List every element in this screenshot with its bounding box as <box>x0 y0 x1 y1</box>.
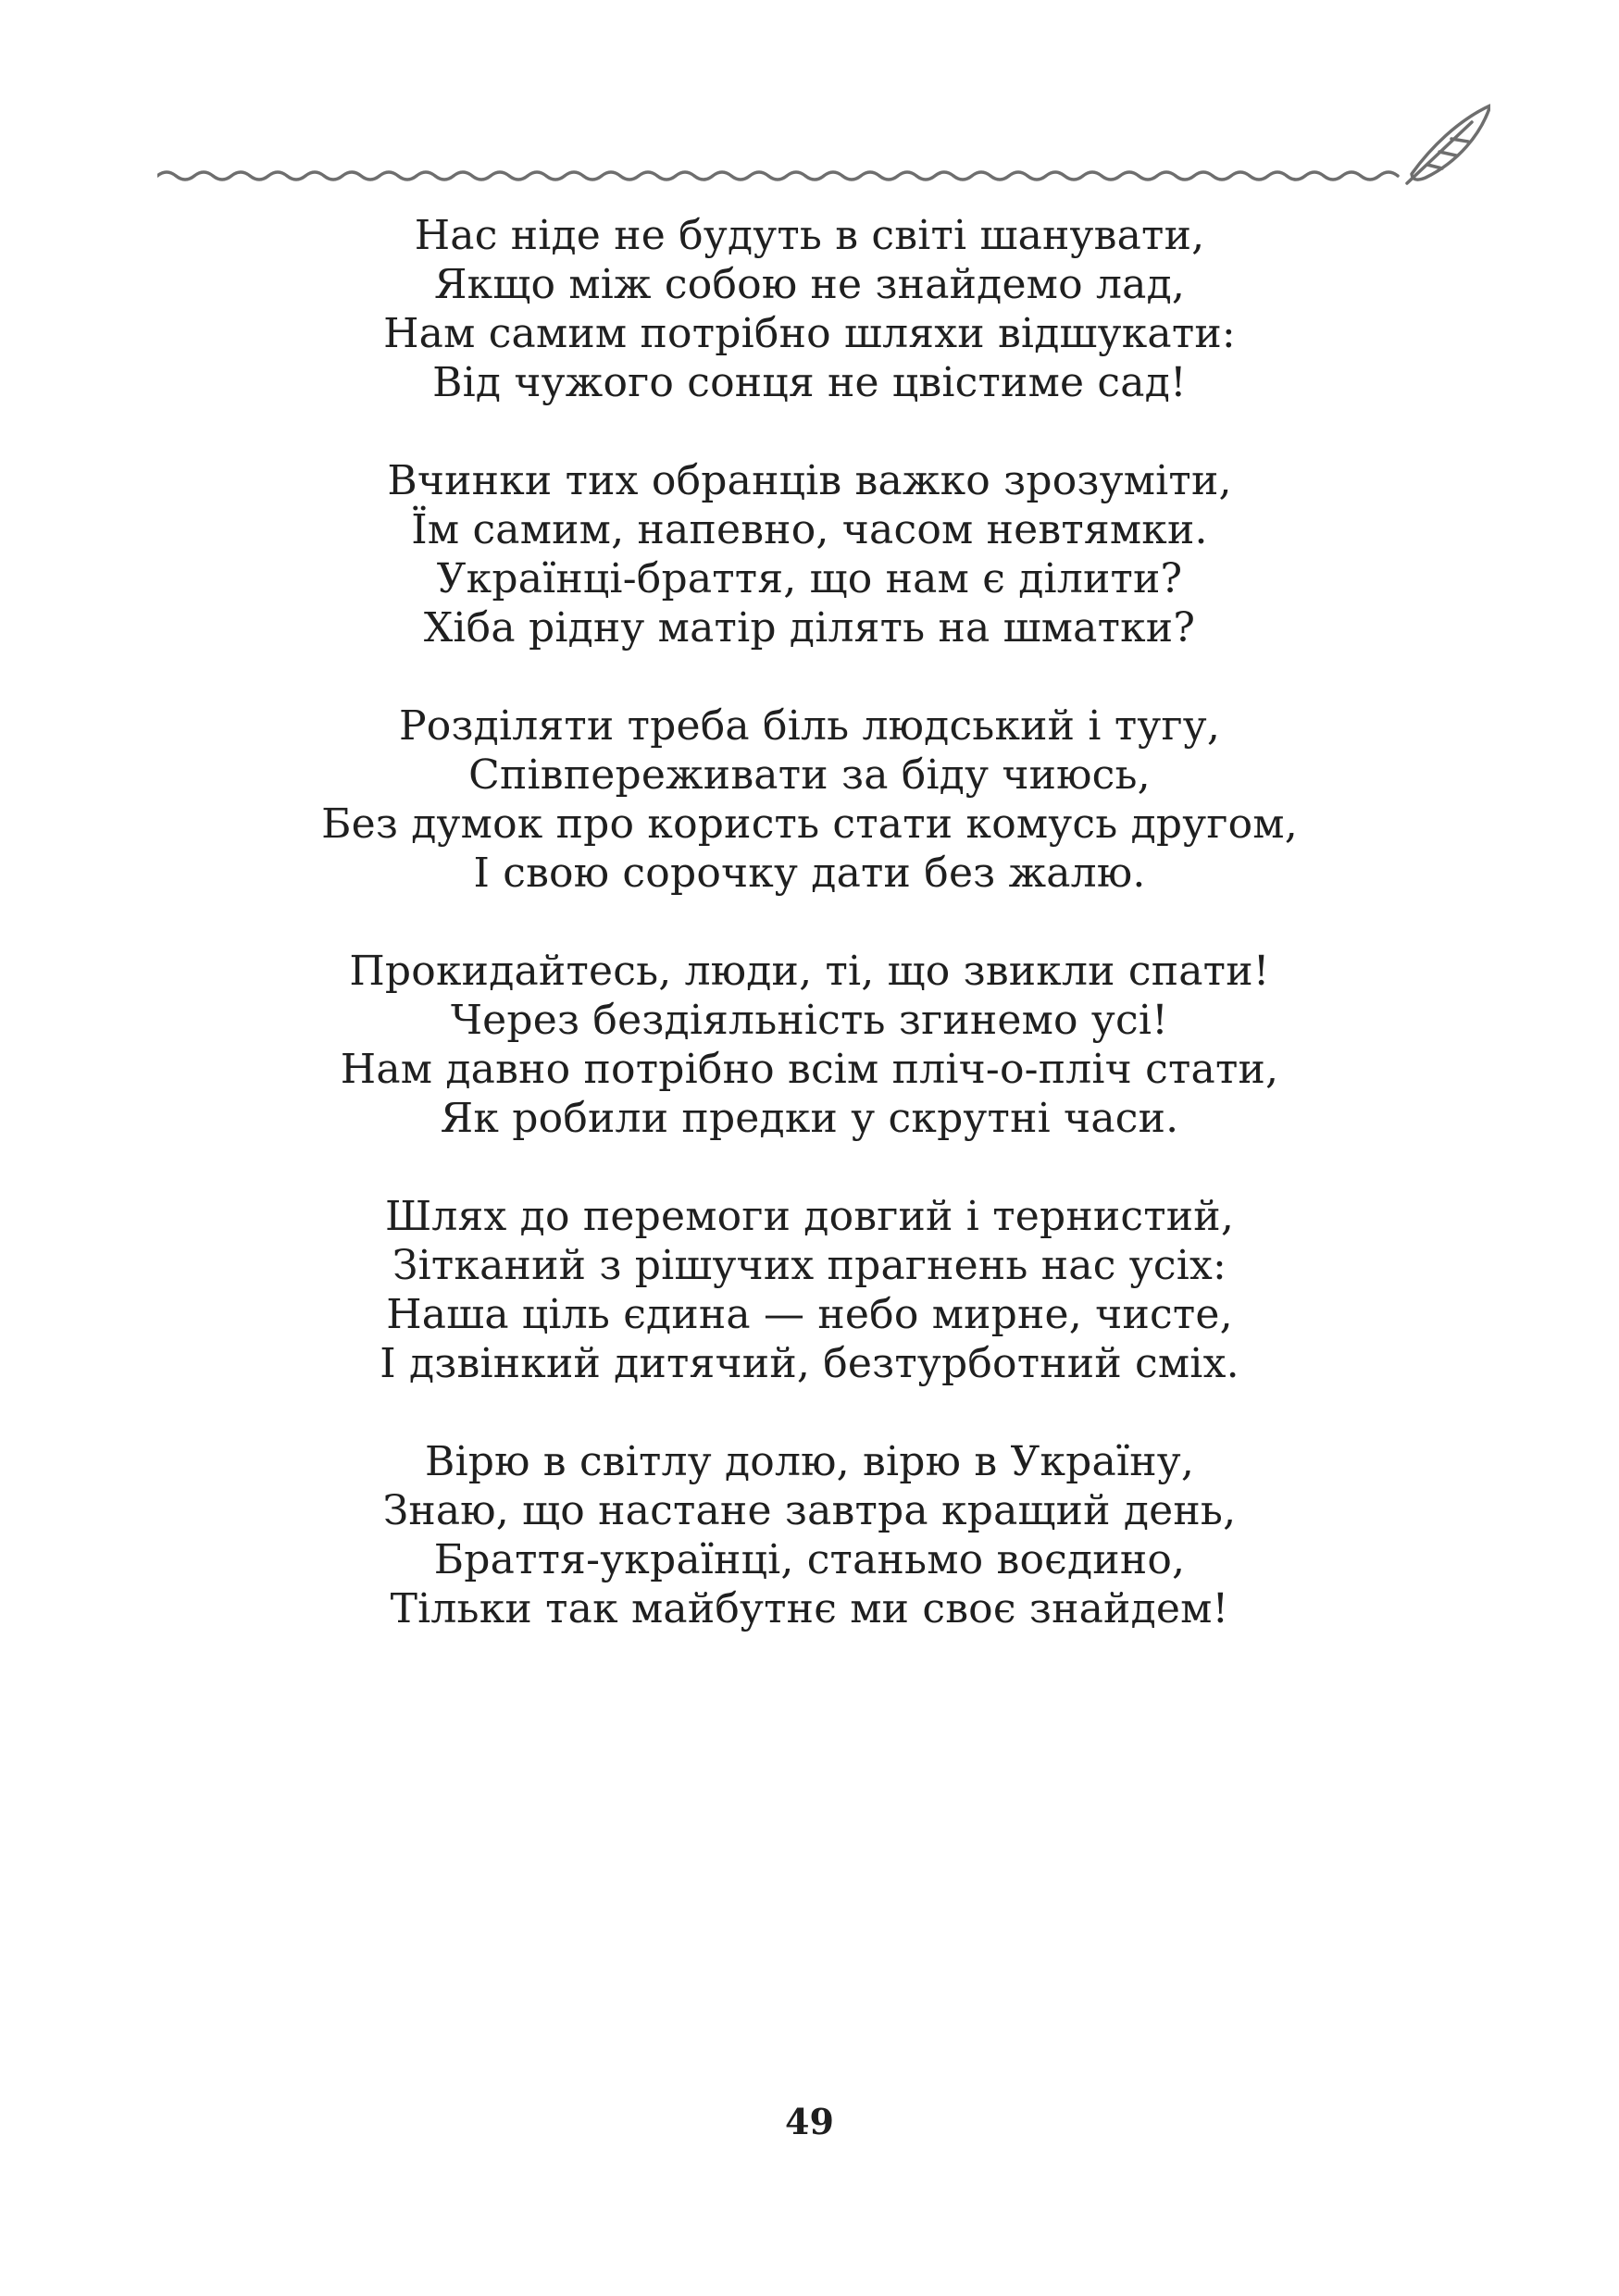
stanza-2 <box>0 456 1619 652</box>
poem-line: Як робили предки у скрутні часи. <box>440 1095 1179 1142</box>
poem-line: Через бездіяльність згинемо усі! <box>450 997 1169 1044</box>
stanza-1 <box>0 211 1619 407</box>
poem-line: Від чужого сонця не цвістиме сад! <box>432 359 1187 406</box>
poem-line: Вчинки тих обранців важко зрозуміти, <box>387 457 1232 504</box>
poem-line: Наша ціль єдина — небо мирне, чисте, <box>386 1291 1233 1338</box>
poem-line: Шлях до перемоги довгий і тернистий, <box>384 1193 1235 1240</box>
poem-line: Зітканий з рішучих прагнень нас усіх: <box>392 1242 1227 1289</box>
stanza-3 <box>0 701 1619 898</box>
stanza-6 <box>0 1437 1619 1633</box>
poem-line: Хіба рідну матір ділять на шматки? <box>423 604 1196 652</box>
poem-line: Прокидайтесь, люди, ті, що звикли спати! <box>349 948 1270 995</box>
header-ornament <box>157 93 1490 204</box>
poem <box>0 211 1619 1682</box>
poem-line: Їм самим, напевно, часом невтямки. <box>411 506 1208 553</box>
poem-line: Співпереживати за біду чиюсь, <box>468 751 1151 799</box>
poem-line: Нас ніде не будуть в світі шанувати, <box>414 212 1205 259</box>
poem-line: Нам давно потрібно всім пліч-о-пліч стати, <box>340 1046 1279 1093</box>
poem-line: Без думок про користь стати комусь другом, <box>321 800 1298 848</box>
poem-line: Тільки так майбутнє ми своє знайдем! <box>390 1585 1229 1632</box>
poem-line: І свою сорочку дати без жалю. <box>473 850 1146 897</box>
poem-line: Браття-українці, станьмо воєдино, <box>433 1536 1186 1583</box>
poem-line: Українці-браття, що нам є ділити? <box>436 555 1183 602</box>
page-number: 49 <box>785 2101 834 2142</box>
poem-line: І дзвінкий дитячий, безтурботний сміх. <box>380 1340 1239 1387</box>
poem-line: Вірю в світлу долю, вірю в Україну, <box>424 1438 1195 1485</box>
poem-line: Якщо між собою не знайдемо лад, <box>433 261 1186 308</box>
stanza-4 <box>0 947 1619 1143</box>
stanza-5 <box>0 1192 1619 1388</box>
poem-line: Розділяти треба біль людський і тугу, <box>398 702 1221 750</box>
quill-icon <box>1407 105 1490 183</box>
poem-line: Нам самим потрібно шляхи відшукати: <box>383 310 1236 357</box>
poem-line: Знаю, що настане завтра кращий день, <box>382 1487 1237 1534</box>
wavy-line <box>157 172 1398 180</box>
